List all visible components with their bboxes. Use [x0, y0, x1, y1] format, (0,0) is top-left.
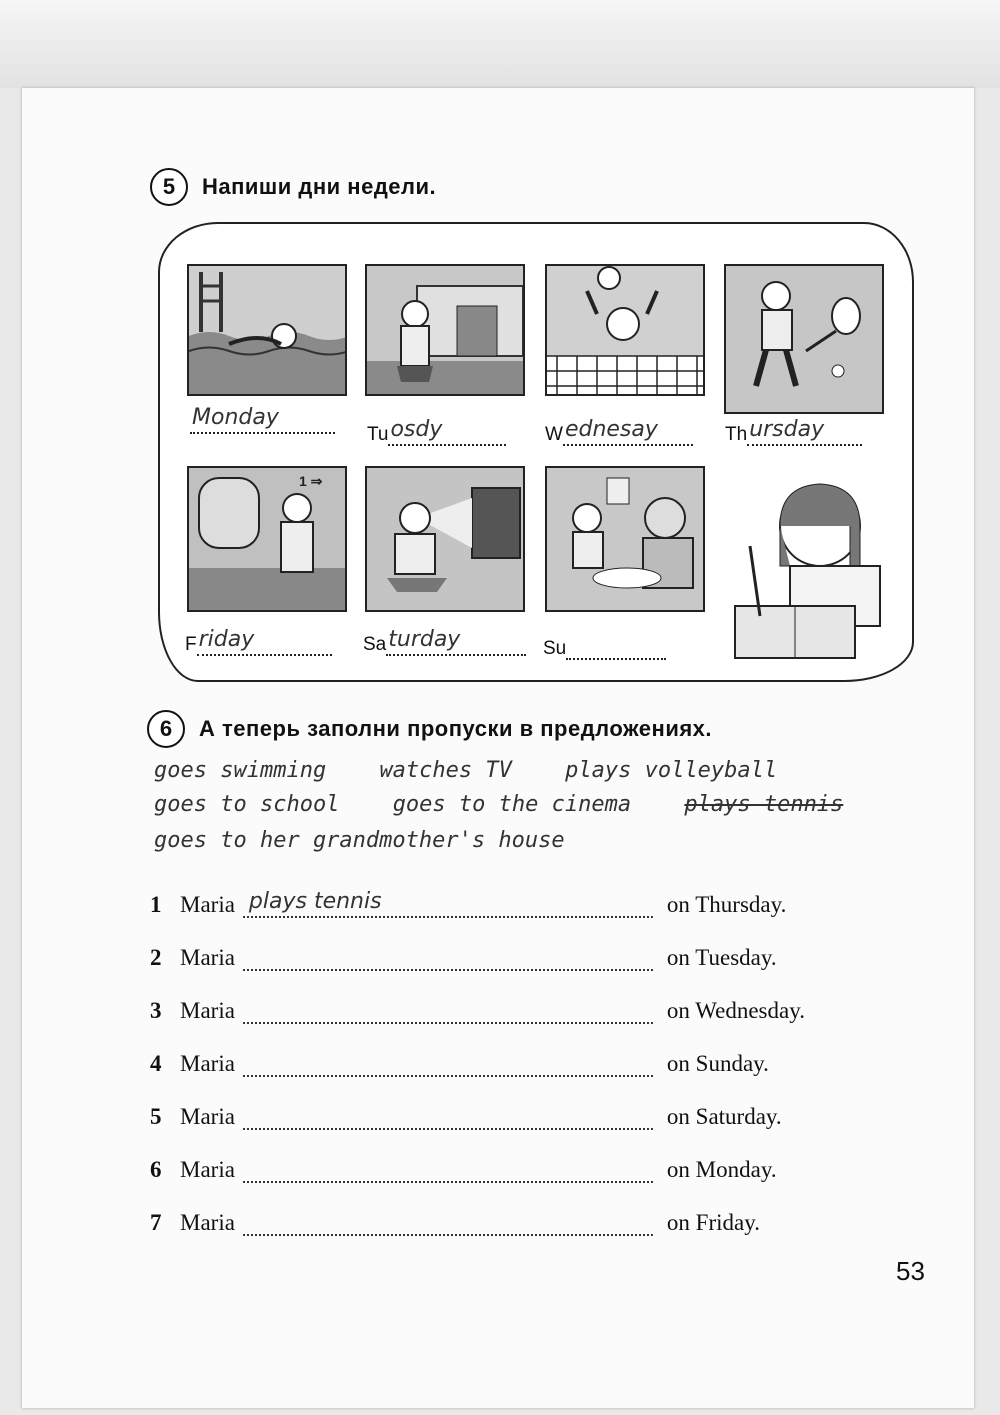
- day-line-tuesday: [367, 417, 506, 446]
- day-answer-field[interactable]: [388, 417, 506, 446]
- svg-text:1 ⇒: 1 ⇒: [299, 473, 323, 489]
- sentence-blank[interactable]: [243, 943, 653, 971]
- sentence-6: [150, 1155, 895, 1183]
- sentence-number: 2: [150, 945, 162, 970]
- exercise-5-number: 5: [150, 168, 188, 206]
- day-prefix: W: [545, 424, 563, 445]
- sentence-3: [150, 996, 895, 1024]
- exercise-6-title: А теперь заполни пропуски в предложениях.: [199, 716, 713, 741]
- sentence-number: 6: [150, 1157, 162, 1182]
- sentence-subject: Maria: [180, 998, 235, 1023]
- sentence-subject: Maria: [180, 1157, 235, 1182]
- day-line-monday: [190, 405, 335, 434]
- cinema-picture: [187, 466, 347, 612]
- page-number: 53: [896, 1256, 925, 1286]
- day-line-saturday: [363, 627, 526, 656]
- tv-picture: [365, 466, 525, 612]
- sentence-day: on Wednesday.: [666, 998, 805, 1023]
- day-line-wednesday: [545, 417, 693, 446]
- sentence-number: 3: [150, 998, 162, 1023]
- day-line-friday: [185, 627, 332, 656]
- sentence-subject: Maria: [180, 1210, 235, 1235]
- handwritten-answer: riday: [198, 627, 255, 652]
- sentence-day: on Monday.: [666, 1157, 777, 1182]
- phrase-bank-row-2: [154, 792, 883, 817]
- sentence-blank[interactable]: [243, 1102, 653, 1130]
- day-prefix: F: [185, 634, 197, 655]
- day-answer-field[interactable]: [566, 636, 666, 660]
- handwritten-answer: plays tennis: [248, 889, 382, 914]
- sentence-subject: Maria: [180, 1051, 235, 1076]
- day-prefix: Sa: [363, 634, 387, 655]
- day-answer-field[interactable]: [747, 417, 862, 446]
- sentence-number: 4: [150, 1051, 162, 1076]
- sentence-blank[interactable]: [243, 1049, 653, 1077]
- sentence-1: [150, 890, 895, 918]
- phrase-item: goes to her grandmother's house: [154, 828, 565, 853]
- sentence-number: 1: [150, 892, 162, 917]
- phrase-item-crossed-out: plays tennis: [684, 792, 844, 817]
- day-line-sunday: [543, 636, 666, 660]
- grandmother-picture: [545, 466, 705, 612]
- handwritten-answer: osdy: [390, 417, 443, 442]
- volleyball-picture: [545, 264, 705, 396]
- exercise-6-header: [147, 710, 712, 748]
- day-prefix: Su: [543, 638, 567, 659]
- phrase-item: goes to school: [154, 792, 340, 817]
- handwritten-answer: ednesay: [564, 417, 658, 442]
- day-prefix: Th: [725, 424, 748, 445]
- phrase-item: watches TV: [379, 758, 512, 783]
- sentence-number: 7: [150, 1210, 162, 1235]
- day-answer-field[interactable]: [190, 405, 335, 434]
- phrase-bank-row-3: [154, 828, 605, 853]
- sentence-4: [150, 1049, 895, 1077]
- girl-diary-picture: [730, 466, 886, 662]
- phrase-item: plays volleyball: [565, 758, 778, 783]
- sentence-day: on Tuesday.: [666, 945, 777, 970]
- day-answer-field[interactable]: [563, 417, 693, 446]
- sentence-day: on Saturday.: [666, 1104, 782, 1129]
- sentence-blank[interactable]: [243, 890, 653, 918]
- exercise-6-number: 6: [147, 710, 185, 748]
- sentence-number: 5: [150, 1104, 162, 1129]
- sentence-subject: Maria: [180, 892, 235, 917]
- day-prefix: Tu: [367, 424, 389, 445]
- phrase-bank-row-1: [154, 758, 817, 783]
- day-answer-field[interactable]: [386, 627, 526, 656]
- sentence-blank[interactable]: [243, 1155, 653, 1183]
- tennis-picture: [724, 264, 884, 414]
- sentence-day: on Sunday.: [666, 1051, 769, 1076]
- sentence-7: [150, 1208, 895, 1236]
- handwritten-answer: Monday: [192, 405, 279, 430]
- sentence-blank[interactable]: [243, 1208, 653, 1236]
- handwritten-answer: ursday: [749, 417, 825, 442]
- phrase-item: goes to the cinema: [392, 792, 632, 817]
- sentence-day: on Thursday.: [666, 892, 787, 917]
- page-top-edge: [0, 0, 1000, 88]
- sentence-2: [150, 943, 895, 971]
- exercise-5-title: Напиши дни недели.: [202, 174, 437, 199]
- day-line-thursday: [725, 417, 862, 446]
- exercise-5-header: [150, 168, 436, 206]
- sentence-5: [150, 1102, 895, 1130]
- day-answer-field[interactable]: [197, 627, 332, 656]
- swimming-picture: [187, 264, 347, 396]
- sentence-blank[interactable]: [243, 996, 653, 1024]
- handwritten-answer: turday: [388, 627, 461, 652]
- sentence-subject: Maria: [180, 945, 235, 970]
- school-picture: [365, 264, 525, 396]
- sentence-day: on Friday.: [666, 1210, 760, 1235]
- phrase-item: goes swimming: [154, 758, 327, 783]
- sentence-subject: Maria: [180, 1104, 235, 1129]
